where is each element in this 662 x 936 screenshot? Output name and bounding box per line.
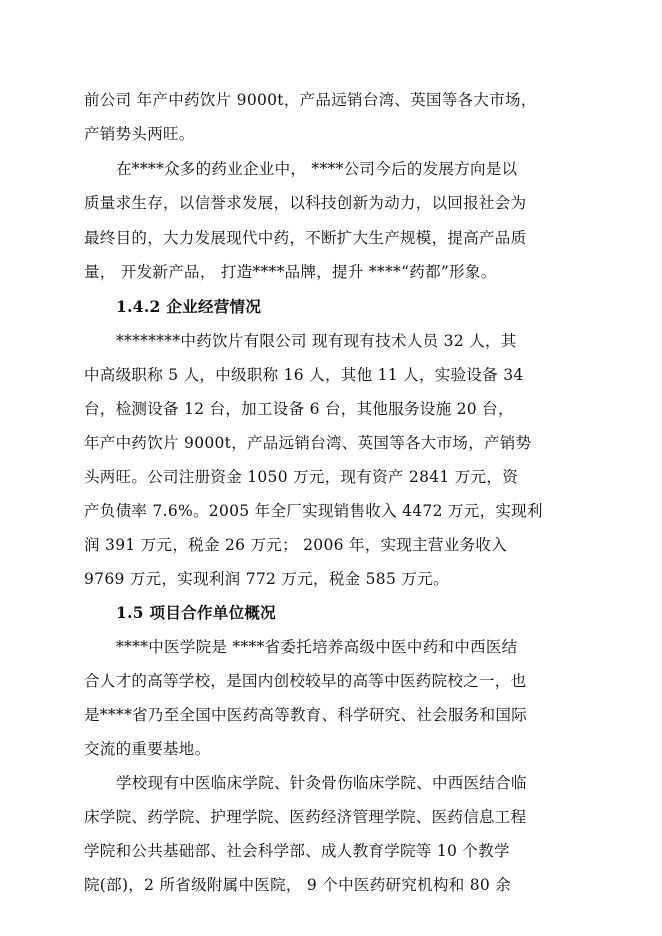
section-heading-1-4-2: 1.4.2 企业经营情况 — [116, 297, 262, 316]
text-line: 院(部)，2 所省级附属中医院， 9 个中医药研究机构和 80 余 — [84, 876, 512, 894]
text-line: 前公司 年产中药饮片 9000t，产品远销台湾、英国等各大市场， — [84, 91, 537, 109]
text-line: 产负债率 7.6%。2005 年全厂实现销售收入 4472 万元，实现利 — [84, 502, 543, 520]
text-line: 交流的重要基地。 — [84, 740, 211, 758]
text-line: 床学院、药学院、护理学院、医药经济管理学院、医药信息工程 — [84, 808, 527, 826]
text-line: 中高级职称 5 人，中级职称 16 人，其他 11 人，实验设备 34 — [84, 366, 524, 384]
text-line: ********中药饮片有限公司 现有现有技术人员 32 人，其 — [116, 332, 517, 350]
text-line: 合人才的高等学校，是国内创校较早的高等中医药院校之一，也 — [84, 672, 527, 690]
text-line: 质量求生存，以信誉求发展，以科技创新为动力，以回报社会为 — [84, 194, 527, 212]
text-line: 年产中药饮片 9000t，产品远销台湾、英国等各大市场，产销势 — [84, 434, 532, 452]
text-line: 最终目的，大力发展现代中药，不断扩大生产规模，提高产品质 — [84, 229, 527, 247]
text-line: ****中医学院是 ****省委托培养高级中医中药和中西医结 — [116, 638, 518, 656]
section-heading-1-5: 1.5 项目合作单位概况 — [116, 603, 276, 622]
text-line: 是****省乃至全国中医药高等教育、科学研究、社会服务和国际 — [84, 706, 528, 724]
text-line: 学校现有中医临床学院、针灸骨伤临床学院、中西医结合临 — [116, 774, 527, 792]
text-line: 9769 万元，实现利润 772 万元，税金 585 万元。 — [84, 570, 449, 588]
text-line: 台，检测设备 12 台，加工设备 6 台，其他服务设施 20 台， — [84, 400, 514, 418]
text-line: 学院和公共基础部、社会科学部、成人教育学院等 10 个教学 — [84, 842, 510, 860]
text-line: 量， 开发新产品， 打造****品牌，提升 ****“药都”形象。 — [84, 263, 497, 281]
text-line: 在****众多的药业企业中， ****公司今后的发展方向是以 — [116, 160, 518, 178]
text-line: 产销势头两旺。 — [84, 125, 195, 143]
text-line: 润 391 万元，税金 26 万元； 2006 年，实现主营业务收入 — [84, 536, 508, 554]
text-line: 头两旺。公司注册资金 1050 万元，现有资产 2841 万元，资 — [84, 468, 519, 486]
